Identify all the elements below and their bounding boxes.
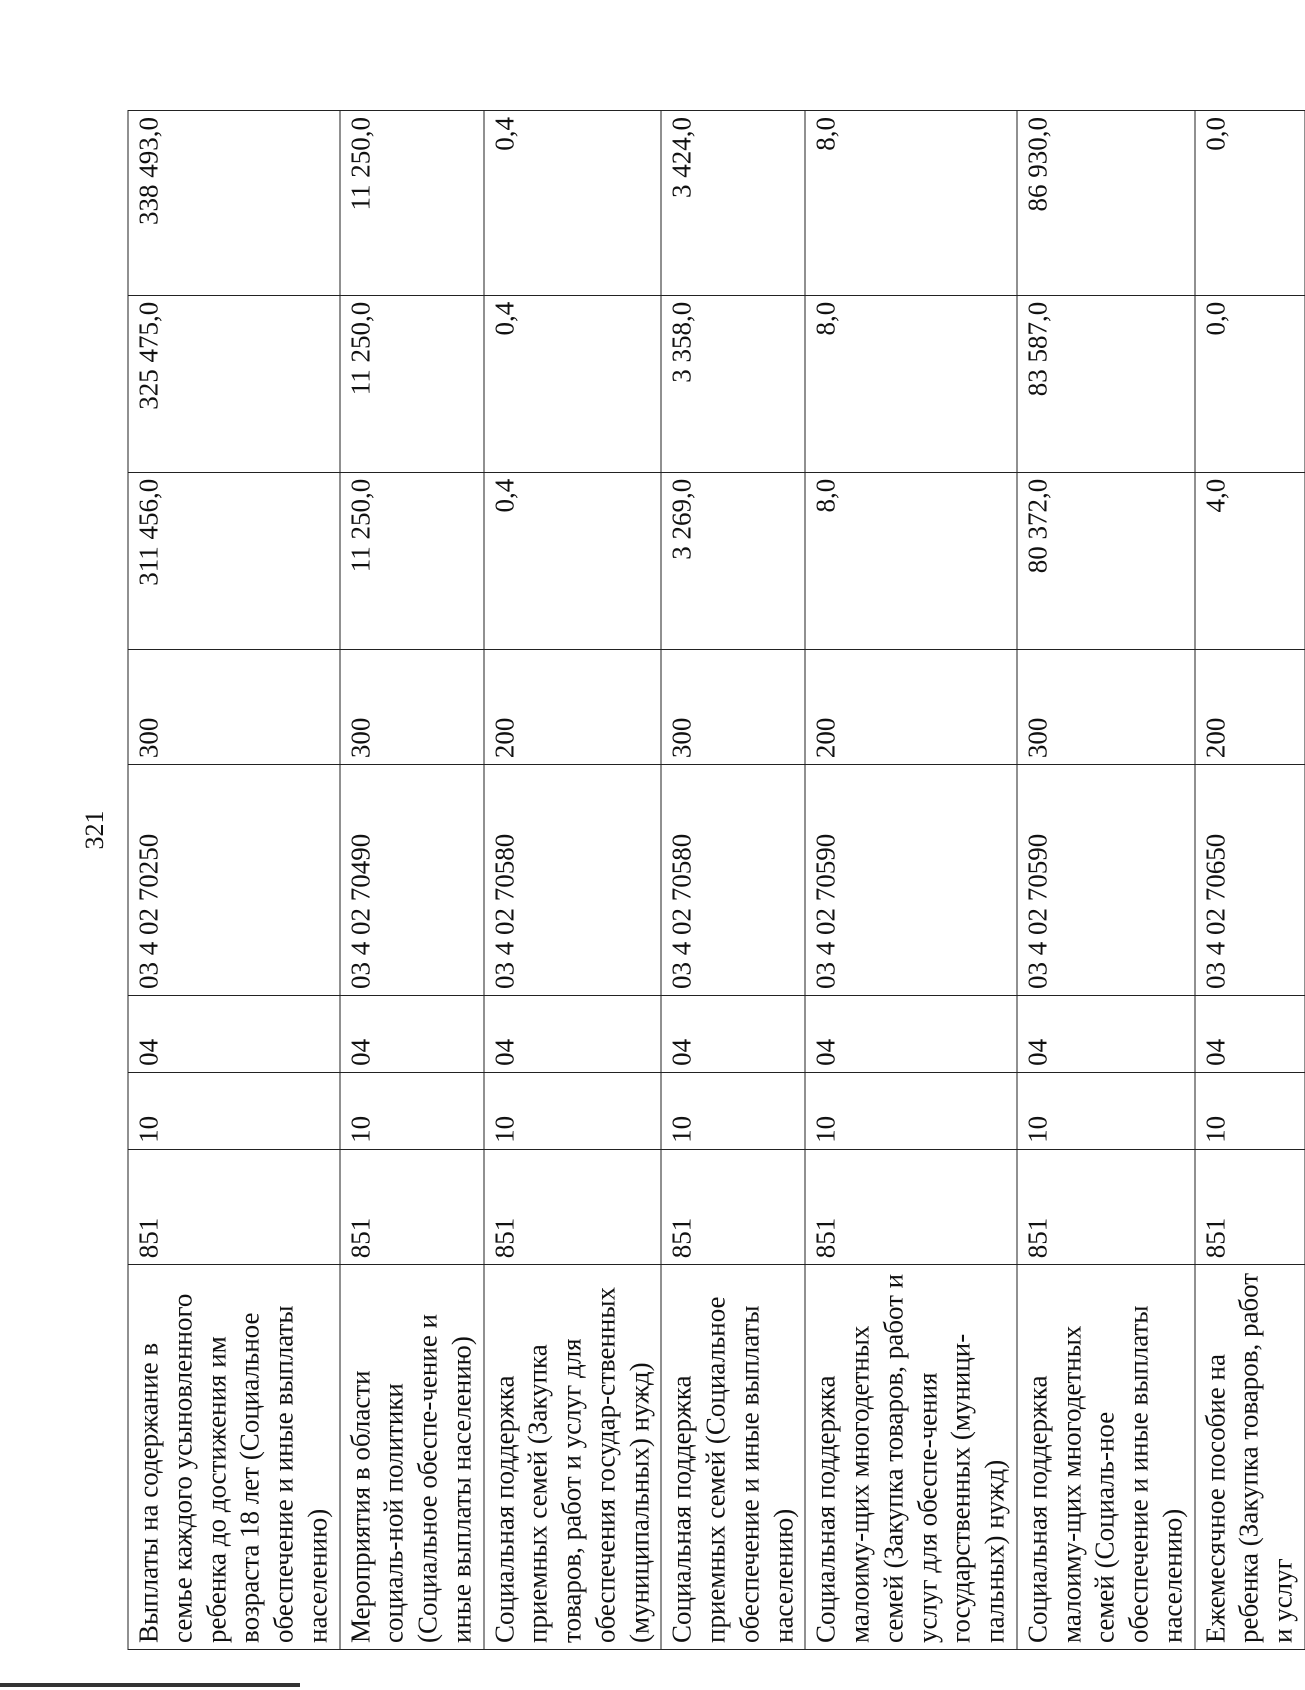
value-year2-cell: 83 587,0 [1017,295,1195,472]
value-year1-cell: 311 456,0 [128,472,340,649]
value-year3-cell: 0,0 [1195,111,1305,296]
value-year1-cell: 3 269,0 [661,472,805,649]
value-year3-cell: 0,4 [484,111,662,296]
expense-type-cell: 300 [1017,649,1195,764]
value-year3-cell: 338 493,0 [128,111,340,296]
ministry-code-cell: 851 [128,1149,340,1264]
ministry-code-cell: 851 [661,1149,805,1264]
target-code-cell: 03 4 02 70490 [340,765,484,996]
row-name-cell: Ежемесячное пособие на ребенка (Закупка товаров, работ и услуг [1195,1265,1305,1650]
ministry-code-cell: 851 [805,1149,1017,1264]
budget-table [128,110,1305,1650]
target-code-cell: 03 4 02 70580 [661,765,805,996]
expense-type-cell: 200 [484,649,662,764]
row-name-cell: Социальная поддержка малоиму-щих многодетных семей (Социаль-ное обеспечение и иные выплаты населению) [1017,1265,1195,1650]
expense-type-cell: 300 [661,649,805,764]
section-code-cell: 10 [661,1072,805,1149]
expense-type-cell: 300 [128,649,340,764]
value-year1-cell: 80 372,0 [1017,472,1195,649]
expense-type-cell: 300 [340,649,484,764]
value-year3-cell: 86 930,0 [1017,111,1195,296]
table-row [484,111,662,1650]
value-year2-cell: 0,4 [484,295,662,472]
table-row [805,111,1017,1650]
row-name-cell: Выплаты на содержание в семье каждого усыновленного ребенка до достижения им возраста 18 лет (Социальное обеспечение и иные выплаты населению) [128,1265,340,1650]
table-row [1017,111,1195,1650]
ministry-code-cell: 851 [1017,1149,1195,1264]
budget-table-body [128,111,1305,1650]
target-code-cell: 03 4 02 70590 [1017,765,1195,996]
value-year2-cell: 0,0 [1195,295,1305,472]
section-code-cell: 10 [1195,1072,1305,1149]
ministry-code-cell: 851 [1195,1149,1305,1264]
value-year2-cell: 8,0 [805,295,1017,472]
expense-type-cell: 200 [805,649,1017,764]
target-code-cell: 03 4 02 70250 [128,765,340,996]
subsection-code-cell: 04 [661,995,805,1072]
value-year2-cell: 3 358,0 [661,295,805,472]
section-code-cell: 10 [340,1072,484,1149]
table-row [128,111,340,1650]
value-year2-cell: 11 250,0 [340,295,484,472]
target-code-cell: 03 4 02 70590 [805,765,1017,996]
row-name-cell: Мероприятия в области социаль-ной политики (Социальное обеспе-чение и иные выплаты населению) [340,1265,484,1650]
row-name-cell: Социальная поддержка малоиму-щих многодетных семей (Закупка товаров, работ и услуг для обеспе-чения государственных (муници-пальных) нужд) [805,1265,1017,1650]
subsection-code-cell: 04 [484,995,662,1072]
target-code-cell: 03 4 02 70650 [1195,765,1305,996]
subsection-code-cell: 04 [128,995,340,1072]
scan-edge-rule [0,1683,300,1687]
target-code-cell: 03 4 02 70580 [484,765,662,996]
value-year3-cell: 8,0 [805,111,1017,296]
budget-table-container [128,110,1298,1650]
subsection-code-cell: 04 [340,995,484,1072]
subsection-code-cell: 04 [1195,995,1305,1072]
section-code-cell: 10 [484,1072,662,1149]
ministry-code-cell: 851 [340,1149,484,1264]
subsection-code-cell: 04 [1017,995,1195,1072]
value-year1-cell: 8,0 [805,472,1017,649]
table-row [661,111,805,1650]
value-year3-cell: 3 424,0 [661,111,805,296]
value-year2-cell: 325 475,0 [128,295,340,472]
expense-type-cell: 200 [1195,649,1305,764]
section-code-cell: 10 [805,1072,1017,1149]
row-name-cell: Социальная поддержка приемных семей (Закупка товаров, работ и услуг для обеспечения государ-ственных (муниципальных) нужд) [484,1265,662,1650]
value-year3-cell: 11 250,0 [340,111,484,296]
row-name-cell: Социальная поддержка приемных семей (Социальное обеспечение и иные выплаты населению) [661,1265,805,1650]
table-row [1195,111,1305,1650]
value-year1-cell: 11 250,0 [340,472,484,649]
value-year1-cell: 0,4 [484,472,662,649]
ministry-code-cell: 851 [484,1149,662,1264]
page-number: 321 [80,810,109,850]
section-code-cell: 10 [1017,1072,1195,1149]
value-year1-cell: 4,0 [1195,472,1305,649]
subsection-code-cell: 04 [805,995,1017,1072]
section-code-cell: 10 [128,1072,340,1149]
table-row [340,111,484,1650]
